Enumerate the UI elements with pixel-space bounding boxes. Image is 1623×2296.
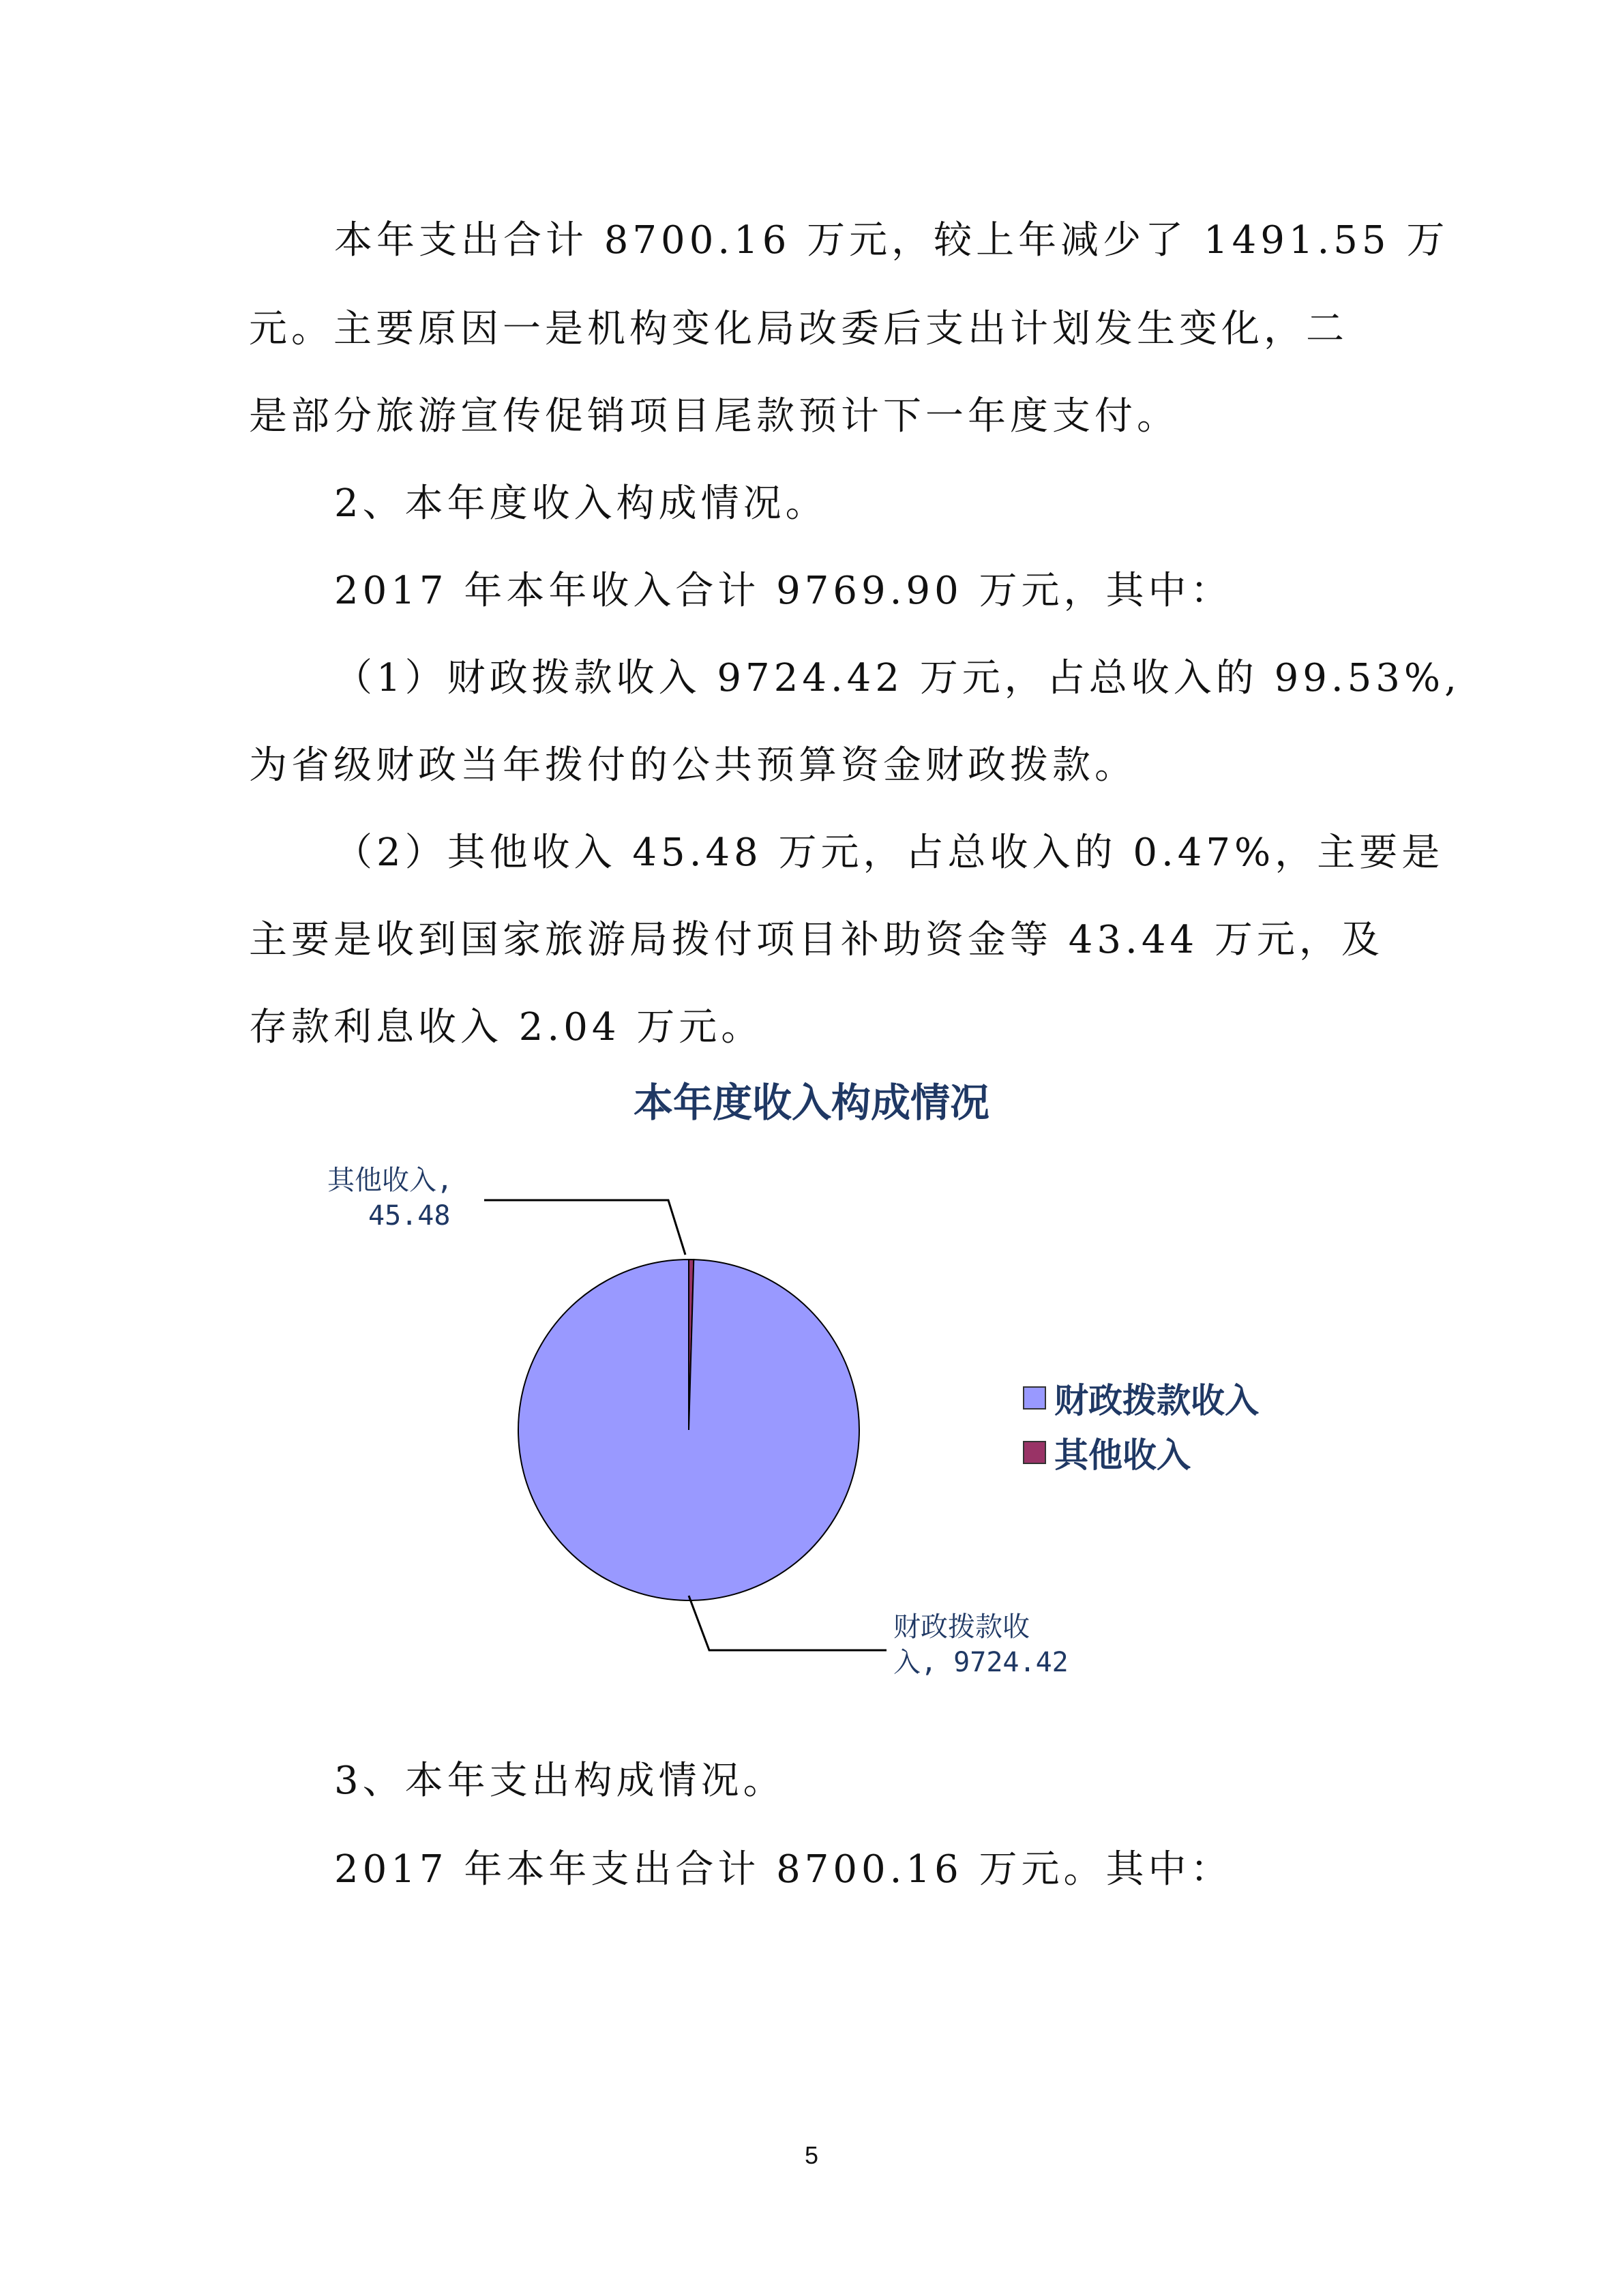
data-label-other-value: 45.48 [368,1200,451,1232]
data-label-other: 其他收入, [327,1165,453,1196]
legend-label: 财政拨款收入 [1054,1380,1259,1420]
leader-line-other [484,1200,685,1255]
legend-label: 其他收入 [1054,1435,1191,1475]
legend-swatch [1023,1386,1046,1410]
paragraph-line: 2017 年本年支出合计 8700.16 万元。其中： [334,1847,1233,1892]
paragraph-line: 为省级财政当年拨付的公共预算资金财政拨款。 [249,743,1137,788]
section-heading: 3、本年支出构成情况。 [334,1759,786,1803]
legend-item-other [1023,1425,1259,1480]
paragraph-line: （2）其他收入 45.48 万元，占总收入的 0.47%，主要是 [334,831,1444,875]
paragraph-line: 是部分旅游宣传促销项目尾款预计下一年度支付。 [249,394,1179,438]
paragraph-line: 2017 年本年收入合计 9769.90 万元，其中： [334,569,1233,613]
paragraph-line: （1）财政拨款收入 9724.42 万元，占总收入的 99.53%, [334,656,1461,700]
paragraph-line: 主要是收到国家旅游局拨付项目补助资金等 43.44 万元，及 [249,918,1384,962]
page-number: 5 [804,2141,819,2169]
chart-title: 本年度收入构成情况 [633,1079,989,1126]
chart-legend [1023,1371,1259,1480]
paragraph-line: 本年支出合计 8700.16 万元，较上年减少了 1491.55 万 [334,218,1449,263]
leader-line-fiscal [689,1596,887,1650]
data-label-fiscal-value: 入, 9724.42 [893,1647,1069,1678]
legend-swatch [1023,1441,1046,1464]
paragraph-line: 元。主要原因一是机构变化局改委后支出计划发生变化，二 [249,307,1348,351]
pie-slice [518,1259,859,1600]
section-heading: 2、本年度收入构成情况。 [334,481,828,526]
legend-item-fiscal [1023,1371,1259,1425]
paragraph-line: 存款利息收入 2.04 万元。 [249,1005,764,1049]
data-label-fiscal: 财政拨款收 [893,1611,1030,1643]
